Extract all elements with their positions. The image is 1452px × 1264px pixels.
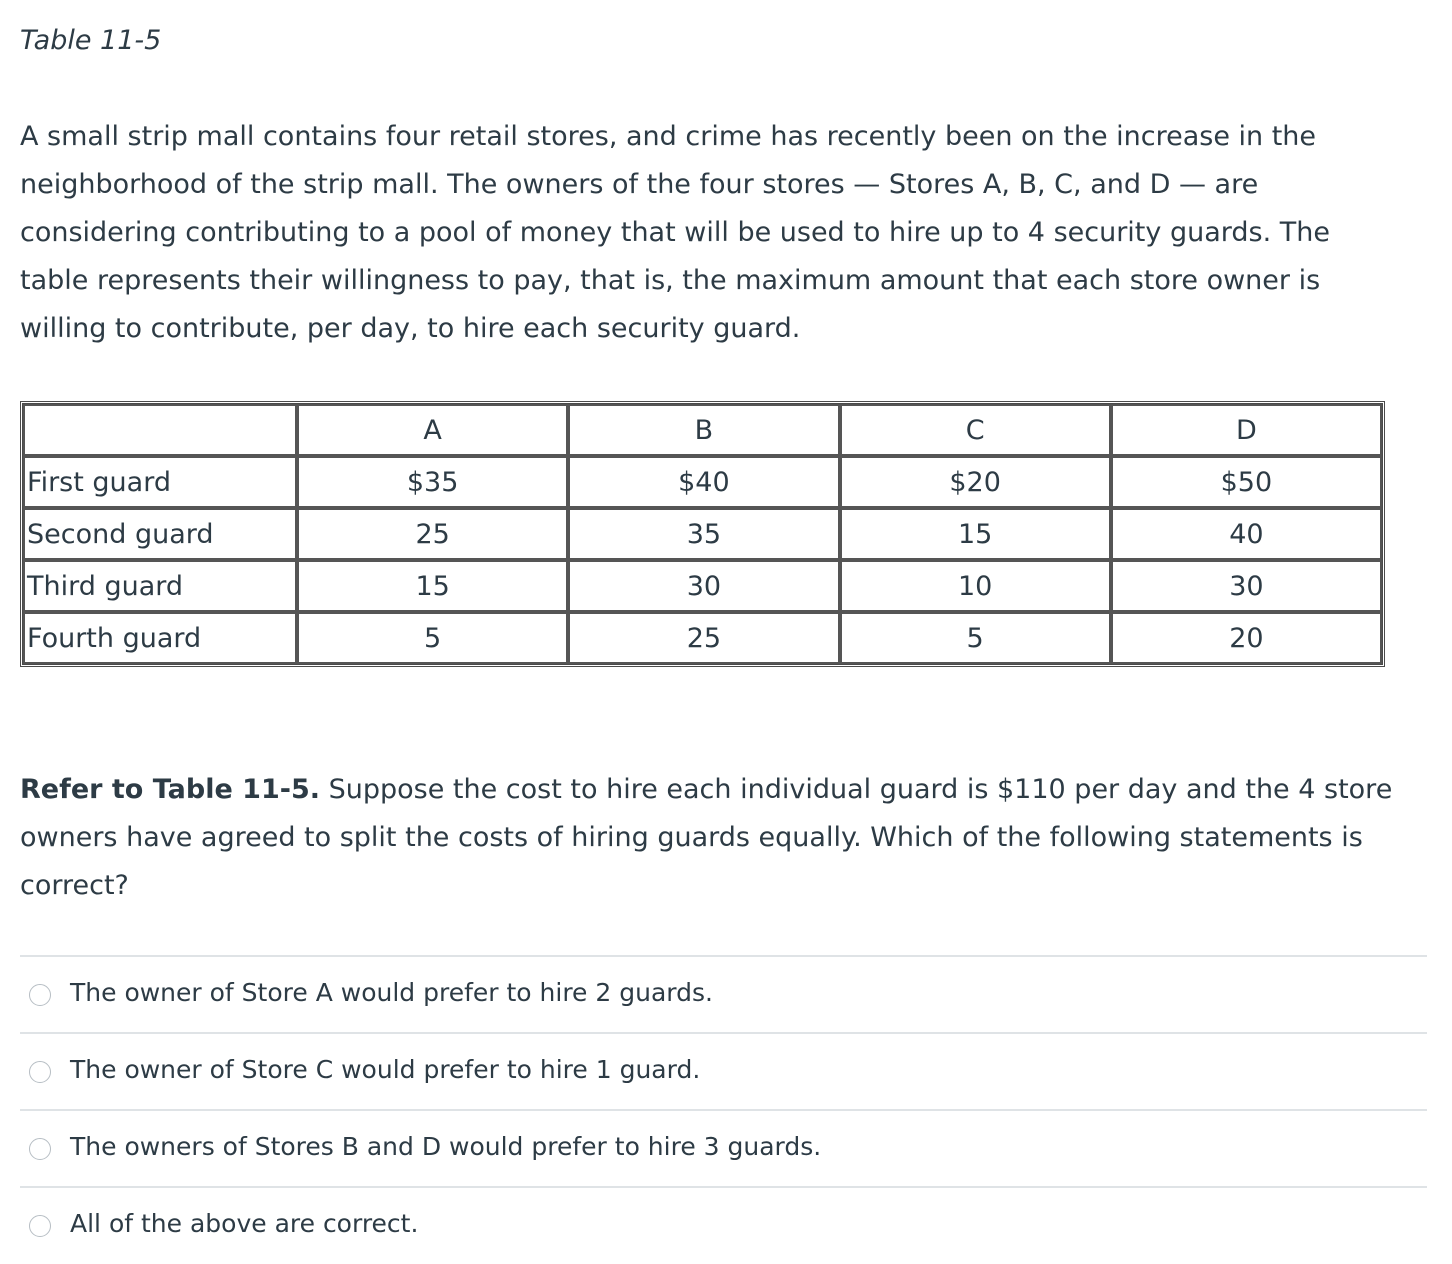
row-label: Second guard (23, 508, 297, 560)
row-label: First guard (23, 456, 297, 508)
radio-button[interactable] (29, 984, 51, 1006)
table-cell: 15 (840, 508, 1111, 560)
table-cell: 5 (840, 612, 1111, 664)
table-cell: 25 (568, 612, 839, 664)
answer-label[interactable]: The owners of Stores B and D would prefer to hire 3 guards. (70, 1132, 822, 1161)
table-cell: 40 (1111, 508, 1382, 560)
answer-list (20, 955, 1427, 1263)
table-cell: 5 (297, 612, 568, 664)
row-label: Third guard (23, 560, 297, 612)
answer-option[interactable] (20, 955, 1427, 1032)
row-label: Fourth guard (23, 612, 297, 664)
table-row (23, 508, 1382, 560)
question-text (20, 766, 1430, 910)
table-cell: 30 (1111, 560, 1382, 612)
table-cell: 35 (568, 508, 839, 560)
radio-button[interactable] (29, 1061, 51, 1083)
table-cell: 30 (568, 560, 839, 612)
answer-option[interactable] (20, 1032, 1427, 1109)
column-header-d: D (1111, 404, 1382, 456)
table-row (23, 456, 1382, 508)
table-caption: Table 11-5 (20, 25, 162, 56)
radio-button[interactable] (29, 1215, 51, 1237)
table-cell: 10 (840, 560, 1111, 612)
table-cell: 25 (297, 508, 568, 560)
willingness-to-pay-table (20, 401, 1385, 667)
column-header-a: A (297, 404, 568, 456)
table-header-row (23, 404, 1382, 456)
table-row (23, 612, 1382, 664)
answer-label[interactable]: All of the above are correct. (70, 1209, 419, 1238)
column-header-b: B (568, 404, 839, 456)
table-cell: $35 (297, 456, 568, 508)
question-body: Suppose the cost to hire each individual guard is $110 per day and the 4 store owners have agreed to split the costs of hiring guards equally. Which of the following statements is correct? (20, 774, 1393, 901)
table-cell: $50 (1111, 456, 1382, 508)
answer-label[interactable]: The owner of Store A would prefer to hire 2 guards. (70, 978, 713, 1007)
question-reference: Refer to Table 11-5. (20, 774, 321, 805)
table-corner-cell (23, 404, 297, 456)
table-cell: 15 (297, 560, 568, 612)
table-cell: $40 (568, 456, 839, 508)
radio-button[interactable] (29, 1138, 51, 1160)
column-header-c: C (840, 404, 1111, 456)
answer-option[interactable] (20, 1109, 1427, 1186)
table-cell: $20 (840, 456, 1111, 508)
intro-paragraph: A small strip mall contains four retail stores, and crime has recently been on the increase in the neighborhood of the strip mall. The owners of the four stores — Stores A, B, C, and D — are considering contributing to a pool of money that will be used to hire up to 4 security guards. The table represents their willingness to pay, that is, the maximum amount that each store owner is willing to contribute, per day, to hire each security guard. (20, 121, 1330, 344)
answer-option[interactable] (20, 1186, 1427, 1263)
table-cell: 20 (1111, 612, 1382, 664)
table-row (23, 560, 1382, 612)
answer-label[interactable]: The owner of Store C would prefer to hire 1 guard. (70, 1055, 701, 1084)
